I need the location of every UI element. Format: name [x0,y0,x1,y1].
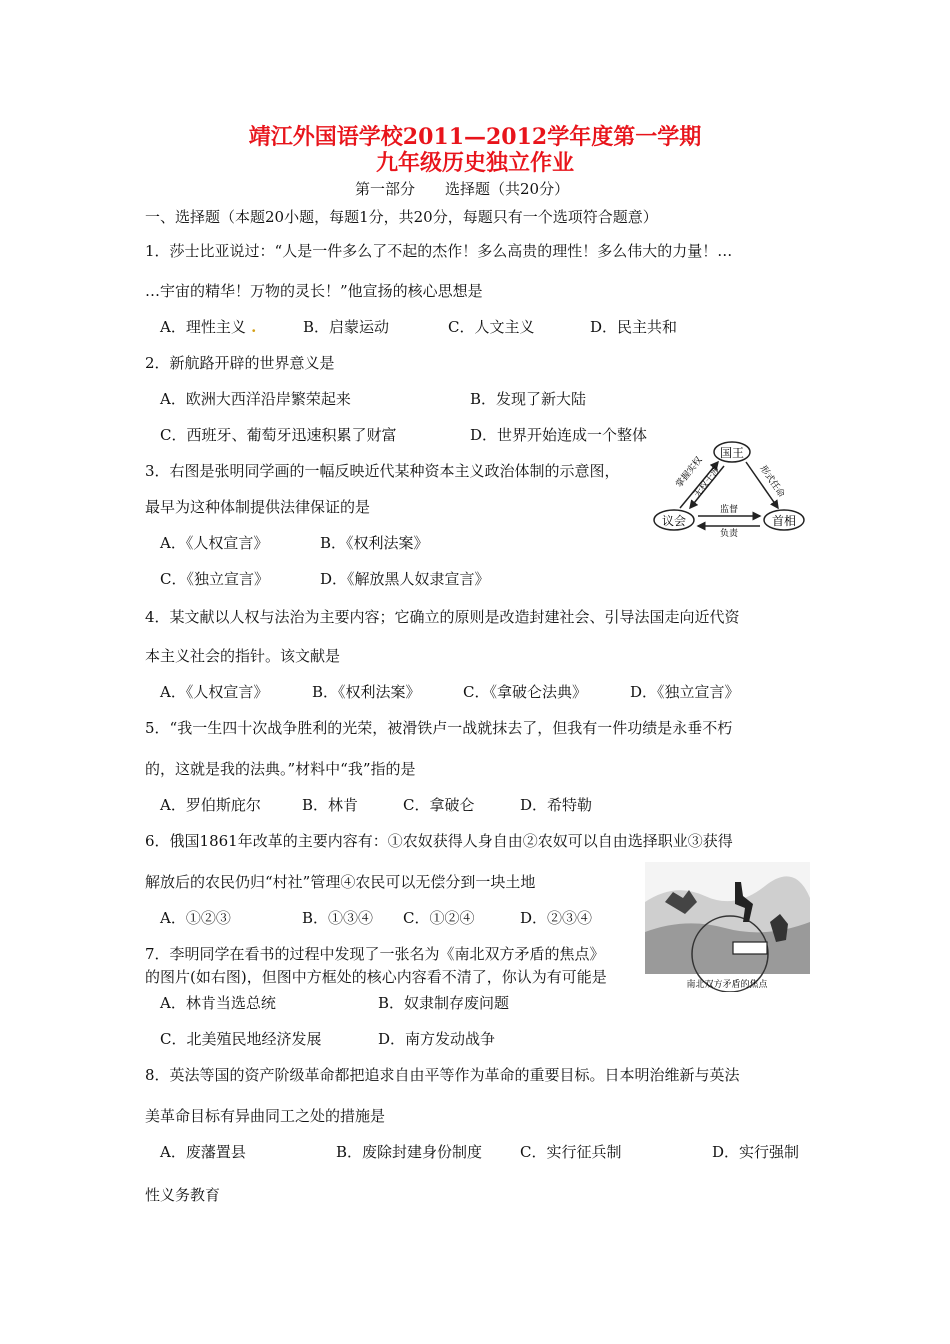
question-1-option-c: C．人文主义 [448,318,535,336]
question-6-line-1: 6．俄国1861年改革的主要内容有：①农奴获得人身自由②农奴可以自由选择职业③获得 [145,832,733,850]
question-5-line-2: 的，这就是我的法典。”材料中“我”指的是 [145,760,416,778]
question-3-line-1: 3．右图是张明同学画的一幅反映近代某种资本主义政治体制的示意图， [145,462,620,480]
edge-label-real-power: 掌握实权 [674,455,705,490]
north-south-conflict-illustration [645,862,810,992]
question-8-line-2: 美革命目标有异曲同工之处的措施是 [145,1107,386,1125]
question-6-option-a: A．①②③ [160,909,231,927]
question-1-line-2: …宇宙的精华！万物的灵长！”他宣扬的核心思想是 [145,282,483,300]
question-2-option-c: C．西班牙、葡萄牙迅速积累了财富 [160,426,397,444]
question-7-option-c: C．北美殖民地经济发展 [160,1030,322,1048]
question-8-option-a: A．废藩置县 [160,1143,246,1161]
edge-label-no-interference: 无权干涉 [692,465,723,500]
king-label: 国王 [719,446,745,460]
question-6-line-2: 解放后的农民仍归“村社”管理④农民可以无偿分到一块土地 [145,873,536,891]
question-7-option-a: A．林肯当选总统 [160,994,276,1012]
question-1-option-d: D．民主共和 [590,318,678,336]
pm-label: 首相 [771,514,797,528]
blank-box [733,942,767,954]
question-2-line-1: 2．新航路开辟的世界意义是 [145,354,335,372]
part-label: 第一部分 选择题（共20分） [355,180,570,198]
question-3-option-a: A．《人权宣言》 [160,534,269,552]
question-3-option-c: C．《独立宣言》 [160,570,269,588]
question-7-option-d: D．南方发动战争 [378,1030,496,1048]
question-6-option-b: B．①③④ [302,909,374,927]
edge-label-supervise: 监督 [719,505,739,515]
question-5-line-1: 5．“我一生四十次战争胜利的光荣，被滑铁卢一战就抹去了，但我有一件功绩是永垂不朽 [145,719,733,737]
question-7-line-2: 的图片(如右图)，但图中方框处的核心内容看不清了，你认为有可能是 [145,968,607,986]
question-5-option-d: D．希特勒 [520,796,593,814]
question-1-line-1: 1．莎士比亚说过：“人是一件多么了不起的杰作！多么高贵的理性！多么伟大的力量！… [145,242,733,260]
document-title: 靖江外国语学校2011—2012学年度第一学期 [248,124,702,150]
question-1-option-b: B．启蒙运动 [303,318,390,336]
question-4-option-b: B．《权利法案》 [312,683,421,701]
question-4-option-c: C．《拿破仑法典》 [463,683,587,701]
question-4-option-d: D．《独立宣言》 [630,683,740,701]
option-text: A．理性主义 [160,318,246,336]
question-8-option-c: C．实行征兵制 [520,1143,622,1161]
question-5-option-c: C．拿破仑 [403,796,475,814]
question-3-option-b: B．《权利法案》 [320,534,429,552]
question-2-option-a: A．欧洲大西洋沿岸繁荣起来 [160,390,351,408]
question-8-line-1: 8．英法等国的资产阶级革命都把追求自由平等作为革命的重要目标。日本明治维新与英法 [145,1066,740,1084]
question-2-option-d: D．世界开始连成一个整体 [470,426,648,444]
edge-label-formal-appointment: 形式任命 [757,464,786,500]
highlight-dot: . [245,318,257,336]
question-8-option-d: D．实行强制 [712,1143,800,1161]
question-5-option-b: B．林肯 [302,796,359,814]
question-2-option-b: B．发现了新大陆 [470,390,587,408]
question-4-option-a: A．《人权宣言》 [160,683,269,701]
question-7-option-b: B．奴隶制存废问题 [378,994,510,1012]
section-intro: 一、选择题（本题20小题，每题1分，共20分，每题只有一个选项符合题意） [145,208,658,226]
question-4-line-2: 本主义社会的指针。该文献是 [145,647,341,665]
question-5-option-a: A．罗伯斯庇尔 [160,796,261,814]
document-subtitle: 九年级历史独立作业 [375,150,574,176]
illustration-caption: 南北双方矛盾的焦点 [686,980,768,990]
question-8-option-d-continued: 性义务教育 [145,1186,221,1204]
question-6-option-c: C．①②④ [403,909,475,927]
edge-label-responsible: 负责 [719,529,739,539]
question-3-line-2: 最早为这种体制提供法律保证的是 [145,498,371,516]
question-6-option-d: D．②③④ [520,909,593,927]
question-1-option-a [160,316,256,337]
question-8-option-b: B．废除封建身份制度 [336,1143,483,1161]
question-7-line-1: 7．李明同学在看书的过程中发现了一张名为《南北双方矛盾的焦点》 [145,945,605,963]
question-4-line-1: 4．某文献以人权与法治为主要内容；它确立的原则是改造封建社会、引导法国走向近代资 [145,608,740,626]
political-system-diagram [650,436,810,540]
question-3-option-d: D．《解放黑人奴隶宣言》 [320,570,490,588]
parliament-label: 议会 [661,514,687,528]
